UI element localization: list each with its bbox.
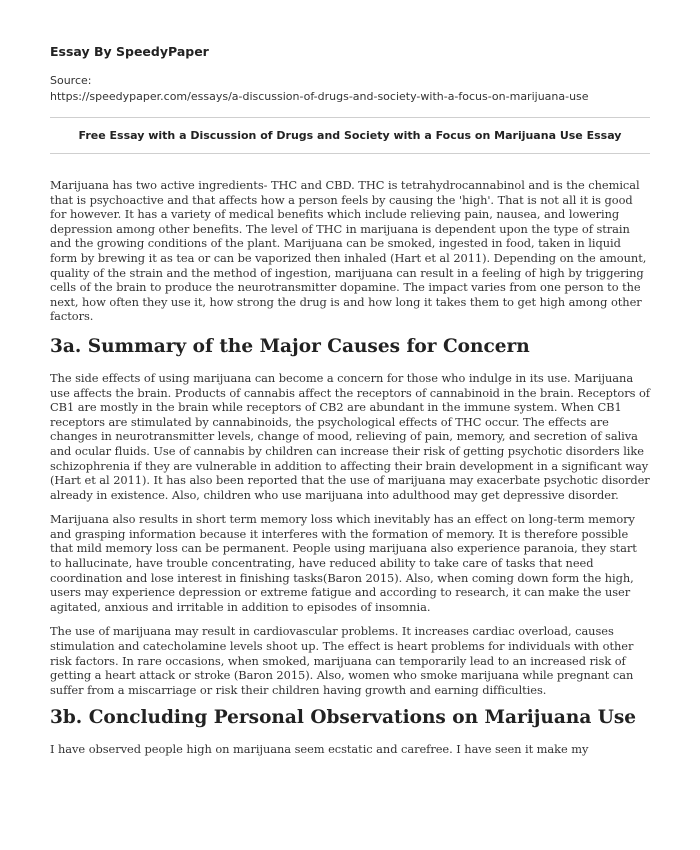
source-url[interactable]: https://speedypaper.com/essays/a-discussion-of-drugs-and-society-with-a-focus-on-marijuana-use	[50, 90, 589, 103]
section-b-paragraph-1: I have observed people high on marijuana seem ecstatic and carefree. I have seen it make my	[50, 742, 589, 757]
intro-paragraph: Marijuana has two active ingredients- THC and CBD. THC is tetrahydrocannabinol and is the chemical that is psychoactive and that affects how a person feels by causing the 'high'. That is not all it is good for however. It has a variety of medical benefits which include relieving pain, nausea, and lowering depression among other benefits. The level of THC in marijuana is dependent upon the type of strain and the growing conditions of the plant. Marijuana can be smoked, ingested in food, taken in liquid form by brewing it as tea or can be vaporized then inhaled (Hart et al 2011). Depending on the amount, quality of the strain and the method of ingestion, marijuana can result in a feeling of high by triggering cells of the brain to produce the neurotransmitter dopamine. The impact varies from one person to the next, how often they use it, how strong the drug is and how long it takes them to get high among other factors.	[50, 178, 647, 324]
section-a-heading: 3a. Summary of the Major Causes for Concern	[50, 335, 530, 357]
top-divider	[50, 117, 650, 118]
essay-body	[50, 178, 650, 757]
section-a-paragraph-2: Marijuana also results in short term memory loss which inevitably has an effect on long-term memory and grasping information because it interferes with the formation of memory. It is therefore possible that mild memory loss can be permanent. People using marijuana also experience paranoia, they start to hallucinate, have trouble concentrating, have reduced ability to take care of tasks that need coordination and lose interest in finishing tasks(Baron 2015). Also, when coming down form the high, users may experience depression or extreme fatigue and according to research, it can make the user agitated, anxious and irritable in addition to episodes of insomnia.	[50, 512, 637, 614]
section-a-paragraph-1: The side effects of using marijuana can become a concern for those who indulge in its use. Marijuana use affects the brain. Products of cannabis affect the receptors of cannabinoid in the brain. Receptors of CB1 are mostly in the brain while receptors of CB2 are abundant in the immune system. When CB1 receptors are stimulated by cannabinoids, the psychological effects of THC occur. The effects are changes in neurotransmitter levels, change of mood, relieving of pain, memory, and secretion of saliva and ocular fluids. Use of cannabis by children can increase their risk of getting psychotic disorders like schizophrenia if they are vulnerable in addition to affecting their brain development in a significant way (Hart et al 2011). It has also been reported that the use of marijuana may exacerbate psychotic disorder already in existence. Also, children who use marijuana into adulthood may get depressive disorder.	[50, 370, 650, 502]
brand-title: Essay By SpeedyPaper	[50, 44, 209, 59]
title-divider	[50, 153, 650, 154]
section-a-paragraph-3: The use of marijuana may result in cardiovascular problems. It increases cardiac overload, causes stimulation and catecholamine levels shoot up. The effect is heart problems for individuals with other risk factors. In rare occasions, when smoked, marijuana can temporarily lead to an increased risk of getting a heart attack or stroke (Baron 2015). Also, women who smoke marijuana while pregnant can suffer from a miscarriage or risk their children having growth and earning difficulties.	[50, 624, 634, 697]
section-b-heading: 3b. Concluding Personal Observations on Marijuana Use	[50, 707, 637, 729]
essay-title: Free Essay with a Discussion of Drugs and Society with a Focus on Marijuana Use Essay	[78, 129, 622, 142]
source-label: Source:	[50, 74, 92, 87]
essay-page	[50, 40, 650, 767]
